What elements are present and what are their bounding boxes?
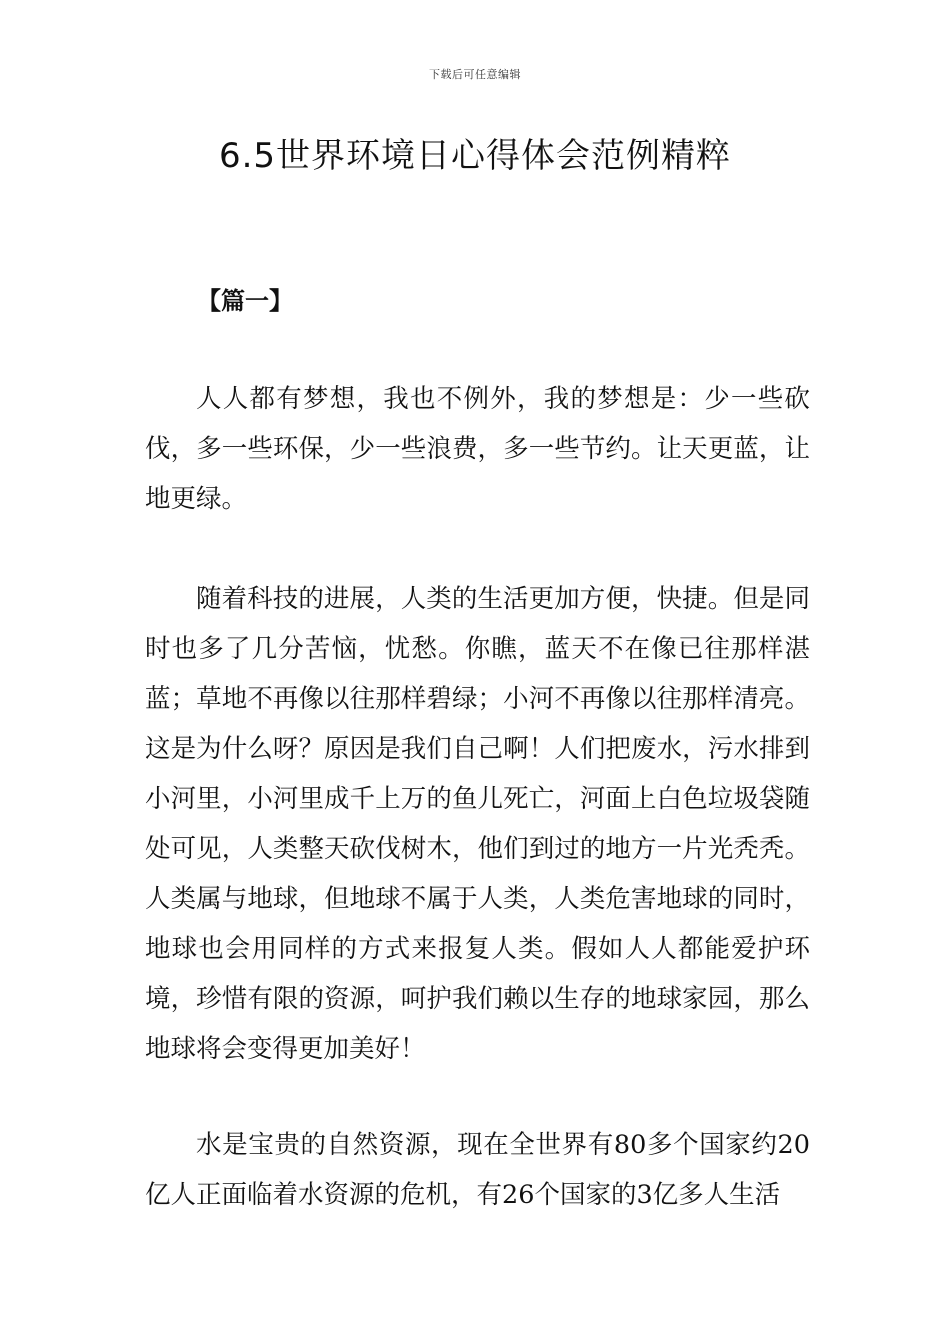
page-title: 6.5世界环境日心得体会范例精粹 — [218, 136, 732, 176]
paragraph-1: 人人都有梦想，我也不例外，我的梦想是：少一些砍伐，多一些环保，少一些浪费，多一些节约。让天更蓝，让地更绿。 — [145, 384, 810, 514]
paragraph-3: 水是宝贵的自然资源，现在全世界有80多个国家约20亿人正面临着水资源的危机，有26个国家的3亿多人生活 — [145, 1130, 810, 1210]
paragraph-2: 随着科技的进展，人类的生活更加方便，快捷。但是同时也多了几分苦恼，忧愁。你瞧，蓝天不在像已往那样湛蓝；草地不再像以往那样碧绿；小河不再像以往那样清亮。这是为什么呀？原因是我们自己啊！人们把废水，污水排到小河里，小河里成千上万的鱼儿死亡，河面上白色垃圾袋随处可见，人类整天砍伐树木，他们到过的地方一片光秃秃。人类属与地球，但地球不属于人类，人类危害地球的同时，地球也会用同样的方式来报复人类。假如人人都能爱护环境，珍惜有限的资源，呵护我们赖以生存的地球家园，那么地球将会变得更加美好！ — [145, 584, 810, 1064]
header-note: 下载后可任意编辑 — [429, 68, 521, 81]
section-heading: 【篇一】 — [197, 287, 293, 315]
